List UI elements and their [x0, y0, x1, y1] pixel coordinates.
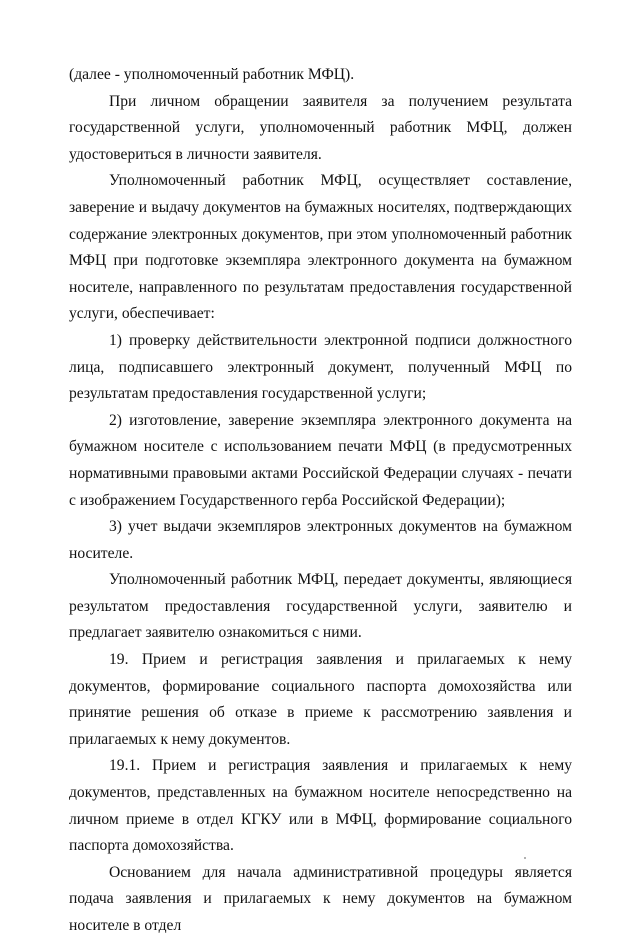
section-19-heading: 19. Прием и регистрация заявления и прилагаемых к нему документов, формирование социального паспорта домохозяйства или принятие решения об отказе в приеме к рассмотрению заявления и прилагаемых к нему документов. [69, 651, 572, 748]
paragraph-paper-copies: Уполномоченный работник МФЦ, осуществляет составление, заверение и выдачу документов на бумажных носителях, подтверждающих содержание электронных документов, при этом уполномоченный работник МФЦ при подготовке экземпляра электронного документа на бумажном носителе, направленного по результатам предоставления государственной услуги, обеспечивает: [69, 172, 572, 323]
paragraph-identity-check: При личном обращении заявителя за получением результата государственной услуги, уполномоченный работник МФЦ, должен удостовериться в личности заявителя. [69, 92, 572, 163]
list-item-signature-check: 1) проверку действительности электронной подписи должностного лица, подписавшего электронный документ, полученный МФЦ по результатам предоставления государственной услуги; [69, 331, 572, 403]
paragraph-mfc-definition: (далее - уполномоченный работник МФЦ). [69, 66, 355, 83]
paragraph-document-handover: Уполномоченный работник МФЦ, передает документы, являющиеся результатом предоставления государственной услуги, заявителю и предлагает заявителю ознакомиться с ними. [69, 571, 572, 642]
section-19-1-heading: 19.1. Прием и регистрация заявления и прилагаемых к нему документов, представленных на бумажном носителе непосредственно на личном приеме в отдел КГКУ или в МФЦ, формирование социального паспорта домохозяйства. [69, 757, 572, 855]
list-item-accounting: 3) учет выдачи экземпляров электронных документов на бумажном носителе. [69, 518, 572, 562]
scan-speck [524, 857, 526, 859]
paragraph-procedure-basis: Основанием для начала административной процедуры является подача заявления и прилагаемых к нему документов на бумажном носителе в отдел [69, 863, 572, 934]
document-body [69, 62, 572, 940]
list-item-certification: 2) изготовление, заверение экземпляра электронного документа на бумажном носителе с использованием печати МФЦ (в предусмотренных нормативными правовыми актами Российской Федерации случаях - печати с изображением Государственного герба Российской Федерации); [69, 411, 572, 509]
